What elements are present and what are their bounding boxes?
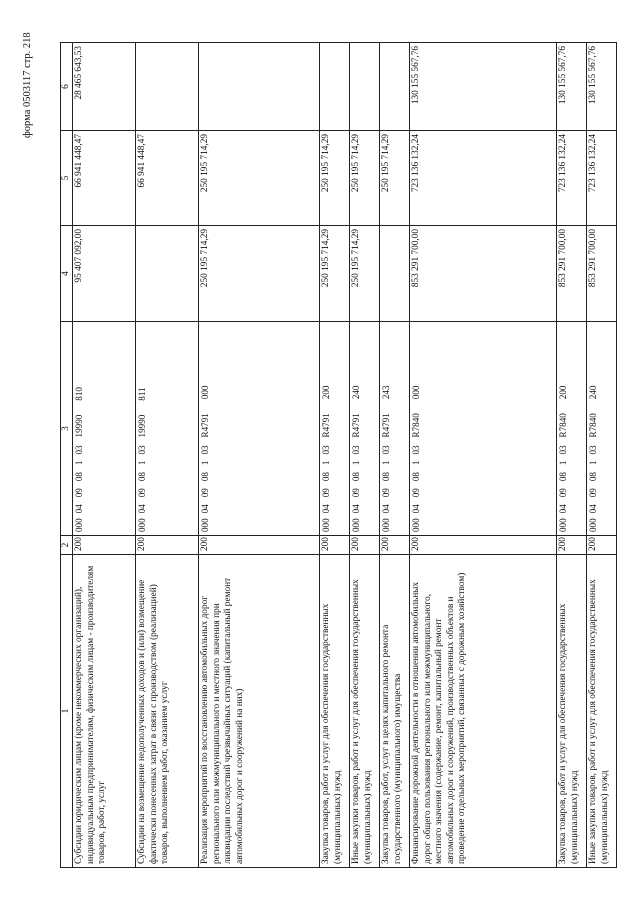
- row-name: Субсидии юридическим лицам (кроме некоммерческих организаций), индивидуальным предпринимателям, физическим лицам - производителям товаров, работ, услуг: [73, 555, 136, 868]
- code-part: 08: [351, 472, 361, 482]
- row-name: Субсидии на возмещение недополученных доходов и (или) возмещение фактически понесенных затрат в связи с производством (реализацией) товаров, выполнением работ, оказанием услуг: [136, 555, 199, 868]
- code-part: 08: [200, 472, 210, 482]
- budget-classification-code: [557, 322, 587, 536]
- table-row: [350, 43, 380, 868]
- row-line-code: 200: [410, 536, 557, 555]
- approved-amount: 853 291 700,00: [410, 226, 557, 322]
- unexecuted-amount: [199, 43, 320, 131]
- code-part: 000: [200, 518, 210, 532]
- executed-amount: 723 136 132,24: [410, 131, 557, 226]
- executed-amount: 66 941 448,47: [136, 131, 199, 226]
- executed-amount: 250 195 714,29: [320, 131, 350, 226]
- unexecuted-amount: [136, 43, 199, 131]
- code-part: 04: [321, 504, 331, 514]
- unexecuted-amount: 130 155 567,76: [557, 43, 587, 131]
- row-line-code: 200: [199, 536, 320, 555]
- approved-amount: 250 195 714,29: [320, 226, 350, 322]
- table-row: [557, 43, 587, 868]
- budget-classification-code: [73, 322, 136, 536]
- executed-amount: 66 941 448,47: [73, 131, 136, 226]
- code-part: R4791: [381, 413, 391, 438]
- code-part: 1: [351, 460, 361, 466]
- code-part: 08: [411, 472, 421, 482]
- code-part: 000: [381, 518, 391, 532]
- code-part: 08: [381, 472, 391, 482]
- code-part: 03: [588, 445, 598, 455]
- table-row: [380, 43, 410, 868]
- report-page-rotated: [60, 43, 610, 868]
- code-part: 03: [137, 445, 147, 455]
- code-part: 000: [558, 518, 568, 532]
- expenditure-table: [60, 42, 617, 868]
- unexecuted-amount: [380, 43, 410, 131]
- approved-amount: 250 195 714,29: [199, 226, 320, 322]
- approved-amount: 853 291 700,00: [587, 226, 617, 322]
- code-part: R4791: [200, 413, 210, 438]
- code-part: R7840: [558, 413, 568, 438]
- unexecuted-amount: [350, 43, 380, 131]
- code-part: 19990: [74, 414, 84, 438]
- row-line-code: 200: [350, 536, 380, 555]
- code-part: 1: [381, 460, 391, 466]
- code-part: 1: [74, 460, 84, 466]
- code-part: 811: [137, 387, 147, 401]
- code-part: 09: [74, 488, 84, 498]
- budget-classification-code: [380, 322, 410, 536]
- code-part: 1: [588, 460, 598, 466]
- code-part: 1: [200, 460, 210, 466]
- row-name: Иные закупки товаров, работ и услуг для обеспечения государственных (муниципальных) нужд: [587, 555, 617, 868]
- form-reference: форма 0503117 стр. 218: [22, 32, 33, 138]
- table-row: [410, 43, 557, 868]
- row-name: Закупка товаров, работ и услуг для обеспечения государственных (муниципальных) нужд: [557, 555, 587, 868]
- approved-amount: 853 291 700,00: [557, 226, 587, 322]
- code-part: R4791: [321, 413, 331, 438]
- code-part: 000: [74, 518, 84, 532]
- code-part: 09: [321, 488, 331, 498]
- budget-classification-code: [350, 322, 380, 536]
- code-part: 03: [321, 445, 331, 455]
- code-part: 000: [200, 385, 210, 400]
- approved-amount: [136, 226, 199, 322]
- table-row: [320, 43, 350, 868]
- code-part: 03: [411, 445, 421, 455]
- code-part: 000: [137, 518, 147, 532]
- code-part: 19990: [137, 414, 147, 438]
- code-part: 000: [321, 518, 331, 532]
- code-part: 03: [200, 445, 210, 455]
- code-part: 08: [558, 472, 568, 482]
- code-part: 1: [411, 460, 421, 466]
- approved-amount: 95 407 092,00: [73, 226, 136, 322]
- code-part: 000: [411, 385, 421, 400]
- code-part: 09: [351, 488, 361, 498]
- code-part: 08: [137, 472, 147, 482]
- column-number: 2: [61, 536, 73, 555]
- code-part: 04: [351, 504, 361, 514]
- row-line-code: 200: [587, 536, 617, 555]
- column-number-row: [61, 43, 73, 868]
- unexecuted-amount: 28 465 643,53: [73, 43, 136, 131]
- row-line-code: 200: [136, 536, 199, 555]
- row-name: Закупка товаров, работ, услуг в целях капитального ремонта государственного (муниципального) имущества: [380, 555, 410, 868]
- code-part: 04: [381, 504, 391, 514]
- executed-amount: 250 195 714,29: [380, 131, 410, 226]
- code-part: 200: [321, 385, 331, 400]
- row-line-code: 200: [320, 536, 350, 555]
- row-line-code: 200: [557, 536, 587, 555]
- code-part: 243: [381, 385, 391, 400]
- column-number: 6: [61, 43, 73, 131]
- code-part: 04: [411, 504, 421, 514]
- code-part: 1: [137, 460, 147, 466]
- code-part: 04: [558, 504, 568, 514]
- column-number: 5: [61, 131, 73, 226]
- code-part: 240: [351, 385, 361, 400]
- table-row: [587, 43, 617, 868]
- unexecuted-amount: [320, 43, 350, 131]
- code-part: R7840: [588, 413, 598, 438]
- code-part: 09: [137, 488, 147, 498]
- code-part: 03: [74, 445, 84, 455]
- code-part: 09: [200, 488, 210, 498]
- executed-amount: 723 136 132,24: [557, 131, 587, 226]
- code-part: 08: [588, 472, 598, 482]
- code-part: 09: [381, 488, 391, 498]
- code-part: R4791: [351, 413, 361, 438]
- unexecuted-amount: 130 155 567,76: [587, 43, 617, 131]
- code-part: 810: [74, 387, 84, 401]
- code-part: 09: [588, 488, 598, 498]
- table-row: [136, 43, 199, 868]
- code-part: 03: [381, 445, 391, 455]
- code-part: 000: [411, 518, 421, 532]
- code-part: 03: [351, 445, 361, 455]
- code-part: 04: [137, 504, 147, 514]
- unexecuted-amount: 130 155 567,76: [410, 43, 557, 131]
- code-part: 000: [588, 518, 598, 532]
- code-part: 03: [558, 445, 568, 455]
- column-number: 3: [61, 322, 73, 536]
- budget-classification-code: [587, 322, 617, 536]
- code-part: 09: [411, 488, 421, 498]
- code-part: 04: [588, 504, 598, 514]
- row-name: Финансирование дорожной деятельности в отношении автомобильных дорог общего пользования регионального или межмуниципального, местного значения (содержание, ремонт, капитальный ремонт автомобильных дорог и сооружений, производственных объектов и проведение отдельных мероприятий, связанных с дорожным хозяйством): [410, 555, 557, 868]
- code-part: 000: [351, 518, 361, 532]
- row-name: Реализация мероприятий по восстановлению автомобильных дорог регионального или межмуниципального и местного значения при ликвидации последствий чрезвычайных ситуаций (капитальный ремонт автомобильных дорог и сооружений на них): [199, 555, 320, 868]
- executed-amount: 723 136 132,24: [587, 131, 617, 226]
- column-number: 4: [61, 226, 73, 322]
- table-row: [199, 43, 320, 868]
- row-name: Закупка товаров, работ и услуг для обеспечения государственных (муниципальных) нужд: [320, 555, 350, 868]
- code-part: 1: [321, 460, 331, 466]
- row-line-code: 200: [73, 536, 136, 555]
- code-part: 08: [74, 472, 84, 482]
- column-number: 1: [61, 555, 73, 868]
- code-part: R7840: [411, 413, 421, 438]
- code-part: 1: [558, 460, 568, 466]
- row-line-code: 200: [380, 536, 410, 555]
- code-part: 08: [321, 472, 331, 482]
- budget-classification-code: [199, 322, 320, 536]
- code-part: 09: [558, 488, 568, 498]
- budget-classification-code: [410, 322, 557, 536]
- table-row: [73, 43, 136, 868]
- executed-amount: 250 195 714,29: [350, 131, 380, 226]
- code-part: 200: [558, 385, 568, 400]
- code-part: 04: [200, 504, 210, 514]
- budget-classification-code: [320, 322, 350, 536]
- code-part: 240: [588, 385, 598, 400]
- executed-amount: 250 195 714,29: [199, 131, 320, 226]
- code-part: 04: [74, 504, 84, 514]
- row-name: Иные закупки товаров, работ и услуг для обеспечения государственных (муниципальных) нужд: [350, 555, 380, 868]
- approved-amount: 250 195 714,29: [350, 226, 380, 322]
- approved-amount: [380, 226, 410, 322]
- budget-classification-code: [136, 322, 199, 536]
